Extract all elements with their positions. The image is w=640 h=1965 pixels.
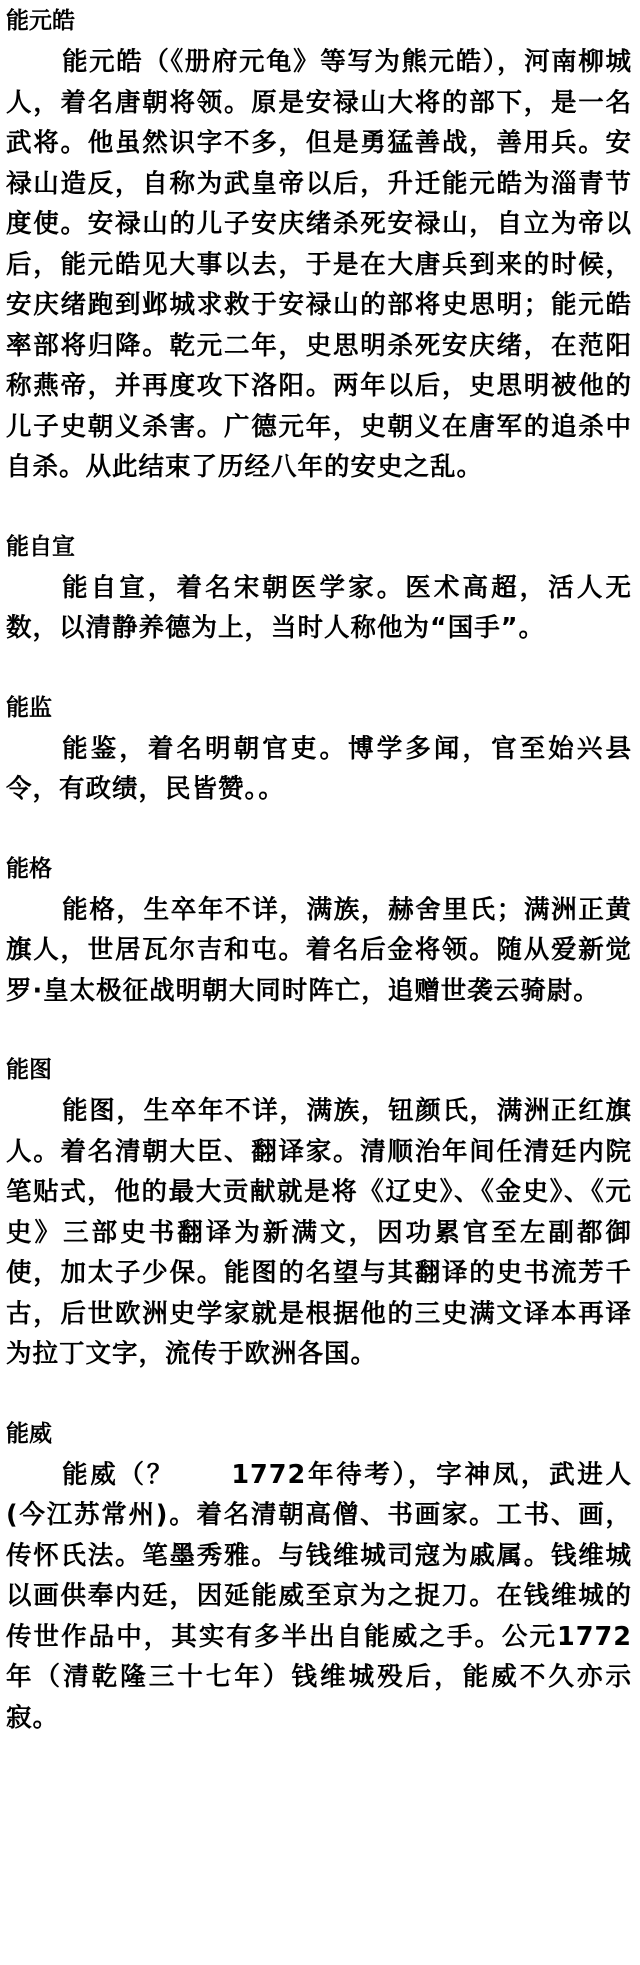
spacer <box>6 488 632 530</box>
entry-neng-zixuan <box>6 530 632 649</box>
entry-neng-yuanhao <box>6 4 632 488</box>
spacer <box>6 1375 632 1417</box>
entry-body: 能元皓（《册府元龟》等写为熊元皓），河南柳城人，着名唐朝将领。原是安禄山大将的部下，是一名武将。他虽然识字不多，但是勇猛善战，善用兵。安禄山造反，自称为武皇帝以后，升迁能元皓为淄青节度使。安禄山的儿子安庆绪杀死安禄山，自立为帝以后，能元皓见大事以去，于是在大唐兵到来的时候，安庆绪跑到邺城求救于安禄山的部将史思明；能元皓率部将归降。乾元二年，史思明杀死安庆绪，在范阳称燕帝，并再度攻下洛阳。两年以后，史思明被他的儿子史朝义杀害。广德元年，史朝义在唐军的追杀中自杀。从此结束了历经八年的安史之乱。 <box>6 47 632 482</box>
entry-title: 能威 <box>6 1420 52 1447</box>
entry-title: 能元皓 <box>6 8 75 34</box>
entry-title: 能格 <box>6 855 52 882</box>
entry-title: 能自宣 <box>6 533 75 560</box>
entry-body: 能格，生卒年不详，满族，赫舍里氏；满洲正黄旗人，世居瓦尔吉和屯。着名后金将领。随从爱新觉罗·皇太极征战明朝大同时阵亡，追赠世袭云骑尉。 <box>6 894 632 1006</box>
entry-neng-wei <box>6 1417 632 1739</box>
entry-body: 能威（？ 1772年待考），字神凤，武进人(今江苏常州)。着名清朝高僧、书画家。工书、画，传怀氏法。笔墨秀雅。与钱维城司寇为戚属。钱维城以画供奉内廷，因延能威至京为之捉刀。在钱维城的传世作品中，其实有多半出自能威之手。公元1772年（清乾隆三十七年）钱维城殁后，能威不久亦示寂。 <box>6 1459 632 1733</box>
spacer <box>6 810 632 852</box>
spacer <box>6 1011 632 1053</box>
entry-title: 能监 <box>6 694 52 721</box>
entry-body: 能自宣，着名宋朝医学家。医术高超，活人无数，以清静养德为上，当时人称他为“国手”。 <box>6 572 632 643</box>
entry-body: 能图，生卒年不详，满族，钮颜氏，满洲正红旗人。着名清朝大臣、翻译家。清顺治年间任清廷内院笔贴式，他的最大贡献就是将《辽史》、《金史》、《元史》三部史书翻译为新满文，因功累官至左副都御使，加太子少保。能图的名望与其翻译的史书流芳千古，后世欧洲史学家就是根据他的三史满文译本再译为拉丁文字，流传于欧洲各国。 <box>6 1096 632 1369</box>
entry-title: 能图 <box>6 1057 52 1083</box>
entry-body: 能鉴，着名明朝官吏。博学多闻，官至始兴县令，有政绩，民皆赞。。 <box>6 733 632 804</box>
entry-neng-ge <box>6 852 632 1012</box>
entry-neng-tu <box>6 1053 632 1375</box>
entry-neng-jian <box>6 691 632 810</box>
spacer <box>6 649 632 691</box>
